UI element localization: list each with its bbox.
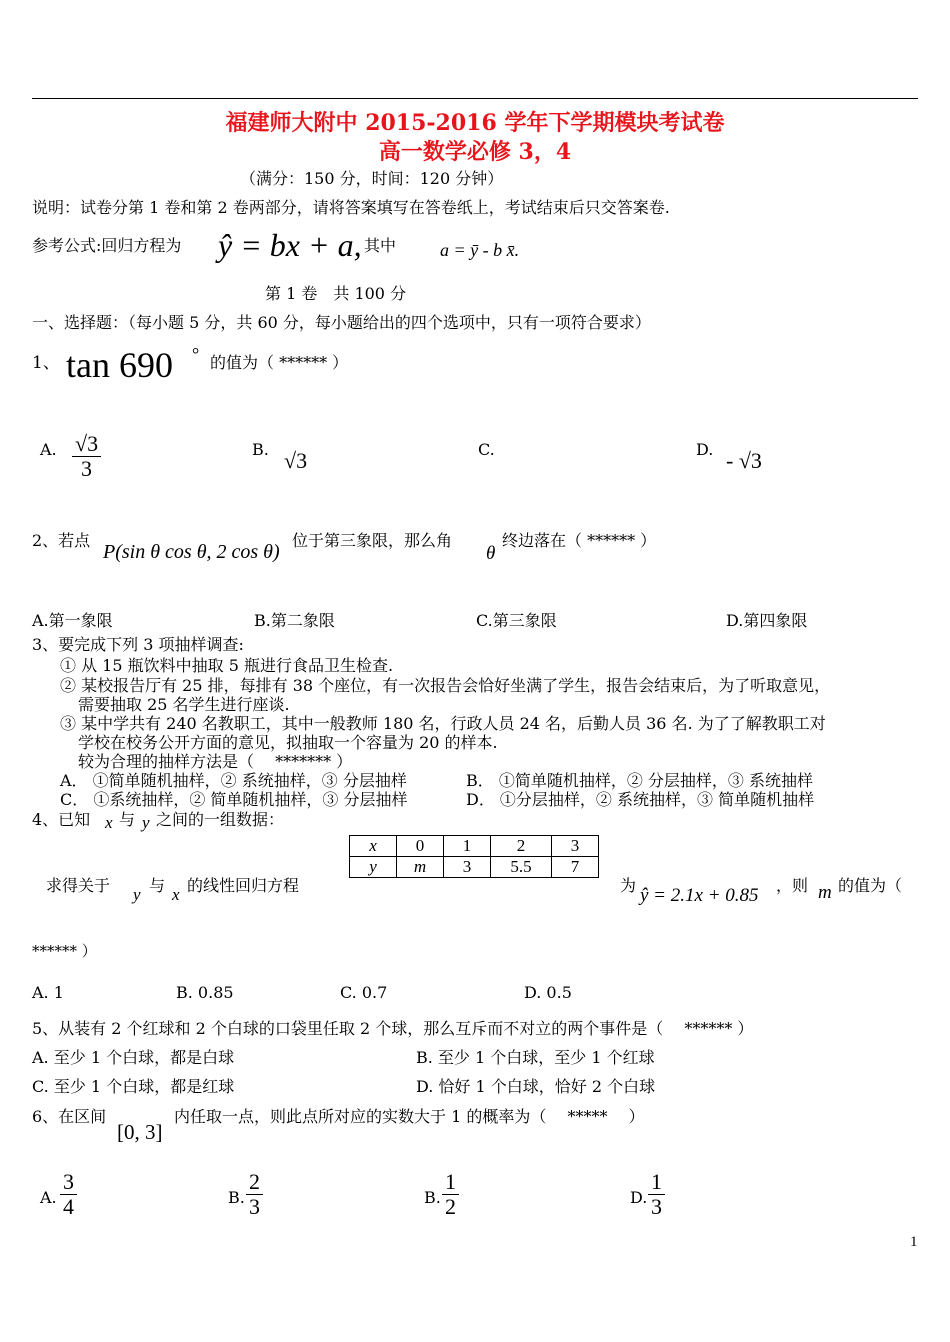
q4-line2-regression: 的线性回归方程 [187,876,300,895]
table-cell: y [350,857,397,878]
q6-option-a-label: A. [40,1188,57,1207]
q4-line2-is: 为 [620,876,637,895]
q5-option-c: C. 至少 1 个白球，都是红球 [32,1077,235,1096]
q3-item-3-cont: 学校在校务公开方面的意见，拟抽取一个容量为 20 的样本. [78,733,498,752]
fraction-denominator: 2 [445,1194,456,1220]
q6-option-d-label: D. [630,1188,648,1207]
fraction-numerator: 3 [60,1170,77,1195]
q2-point: P(sin θ cos θ, 2 cos θ) [103,541,280,563]
fraction-denominator: 3 [81,456,93,482]
q4-option-c: C. 0.7 [340,983,388,1002]
score-time: （满分：150 分，时间：120 分钟） [240,169,504,188]
exam-title: 福建师大附中 2015-2016 学年下学期模块考试卷 [225,110,725,136]
q6-stem-start: 6、在区间 [32,1107,107,1126]
q6-option-b-value [246,1170,263,1219]
q4-stem-end: 之间的一组数据： [156,810,285,829]
regression-formula: ŷ = bx + a, [218,227,362,263]
table-cell: 0 [397,836,444,857]
top-rule [32,98,918,99]
q4-line2-value: 的值为（ [838,876,903,895]
q4-option-d: D. 0.5 [524,983,572,1002]
q6-stem-end: 内任取一点，则此点所对应的实数大于 1 的概率为（ ***** ） [174,1107,645,1126]
table-cell: 7 [552,857,599,878]
q4-line2-start: 求得关于 [46,876,111,895]
q3-option-a: A． ①简单随机抽样，② 系统抽样，③ 分层抽样 [60,771,407,790]
q1-option-a-value [72,432,101,481]
table-cell: 3 [552,836,599,857]
q1-expression: tan 690 [66,345,173,385]
q2-tail: 终边落在（ ****** ） [502,531,657,550]
q3-option-d: D． ①分层抽样，② 系统抽样，③ 简单随机抽样 [466,790,815,809]
q6-interval: [0, 3] [117,1120,163,1144]
q1-option-d-value: - √3 [726,448,762,473]
q1-option-b-label: B. [252,440,269,459]
q4-regression-equation: ŷ = 2.1x + 0.85 [640,885,759,906]
section-heading: 一、选择题：（每小题 5 分，共 60 分，每小题给出的四个选项中，只有一项符合要求） [32,313,651,332]
fraction-numerator: 1 [442,1170,459,1195]
q3-item-2: ② 某校报告厅有 25 排，每排有 38 个座位，有一次报告会恰好坐满了学生，报告会结束后，为了听取意见， [60,676,831,695]
q2-stem-mid: 位于第三象限，那么角 [292,531,453,550]
q3-item-3: ③ 某中学共有 240 名教职工，其中一般教师 180 名，行政人员 24 名，后勤人员 36 名. 为了了解教职工对 [60,714,826,733]
formula-where: 其中 [364,236,397,255]
q4-line2-then: ，则 [776,876,809,895]
table-cell: m [397,857,444,878]
table-cell: 3 [444,857,491,878]
fraction-numerator: 2 [246,1170,263,1195]
fraction-denominator: 4 [63,1194,74,1220]
q2-option-a: A.第一象限 [32,611,113,630]
page-number: 1 [910,1234,918,1250]
q4-var-m: m [818,882,832,903]
q1-option-d-label: D. [696,440,714,459]
q6-option-d-value [648,1170,665,1219]
q4-answer-blank: ****** ） [32,942,97,960]
q6-option-b-label: B. [228,1188,245,1207]
fraction-denominator: 3 [651,1194,662,1220]
q1-number: 1、 [32,353,60,373]
q3-stem: 3、要完成下列 3 项抽样调查: [32,635,244,654]
q4-stem-start: 4、已知 [32,810,91,829]
q1-option-b-value: √3 [284,448,308,473]
q1-tail: 的值为（ ****** ） [210,353,349,372]
table-row [350,836,599,857]
q6-option-c-value [442,1170,459,1219]
q4-stem-and: 与 [119,810,136,829]
q1-option-a-label: A. [40,440,57,459]
degree-symbol: ° [192,344,200,364]
table-cell: 2 [491,836,552,857]
q4-line2-y: y [133,885,141,904]
table-row [350,857,599,878]
q3-option-c: C． ①系统抽样，② 简单随机抽样，③ 分层抽样 [60,790,408,809]
q4-line2-x: x [172,885,180,904]
q1-option-c-label: C. [478,440,495,459]
table-cell: 1 [444,836,491,857]
exam-subtitle: 高一数学必修 3，4 [378,139,572,165]
q5-option-a: A. 至少 1 个白球，都是白球 [32,1048,235,1067]
q4-var-x: x [105,813,113,832]
q2-option-d: D.第四象限 [726,611,808,630]
table-cell: x [350,836,397,857]
fraction-denominator: 3 [249,1194,260,1220]
q6-option-a-value [60,1170,77,1219]
q3-item-2-cont: 需要抽取 25 名学生进行座谈. [78,695,290,714]
q5-stem: 5、从装有 2 个红球和 2 个白球的口袋里任取 2 个球，那么互斥而不对立的两个事件是（ ****** ） [32,1019,754,1038]
q3-option-b: B． ①简单随机抽样，② 分层抽样，③ 系统抽样 [466,771,814,790]
q4-line2-and: 与 [149,876,166,895]
formula-label: 参考公式:回归方程为 [32,236,182,255]
q4-option-a: A. 1 [32,983,64,1002]
q5-option-d: D. 恰好 1 个白球，恰好 2 个白球 [416,1077,656,1096]
q3-item-1: ① 从 15 瓶饮料中抽取 5 瓶进行食品卫生检查. [60,656,394,675]
q2-option-b: B.第二象限 [254,611,335,630]
q2-option-c: C.第三象限 [476,611,557,630]
q4-var-y: y [142,813,150,832]
q4-option-b: B. 0.85 [176,983,234,1002]
q4-data-table [349,835,599,878]
part1-heading: 第 1 卷 共 100 分 [265,284,407,303]
q6-option-c-label: B. [424,1188,441,1207]
fraction-numerator: 1 [648,1170,665,1195]
instructions: 说明：试卷分第 1 卷和第 2 卷两部分，请将答案填写在答卷纸上，考试结束后只交答案卷. [32,198,670,217]
intercept-formula: a = ȳ - b x̄. [440,240,520,260]
table-cell: 5.5 [491,857,552,878]
fraction-numerator: √3 [72,432,101,457]
q2-stem-start: 2、若点 [32,531,91,550]
q5-option-b: B. 至少 1 个白球，至少 1 个红球 [416,1048,655,1067]
q3-question: 较为合理的抽样方法是（ ******* ） [78,752,353,771]
q2-theta: θ [486,543,496,564]
